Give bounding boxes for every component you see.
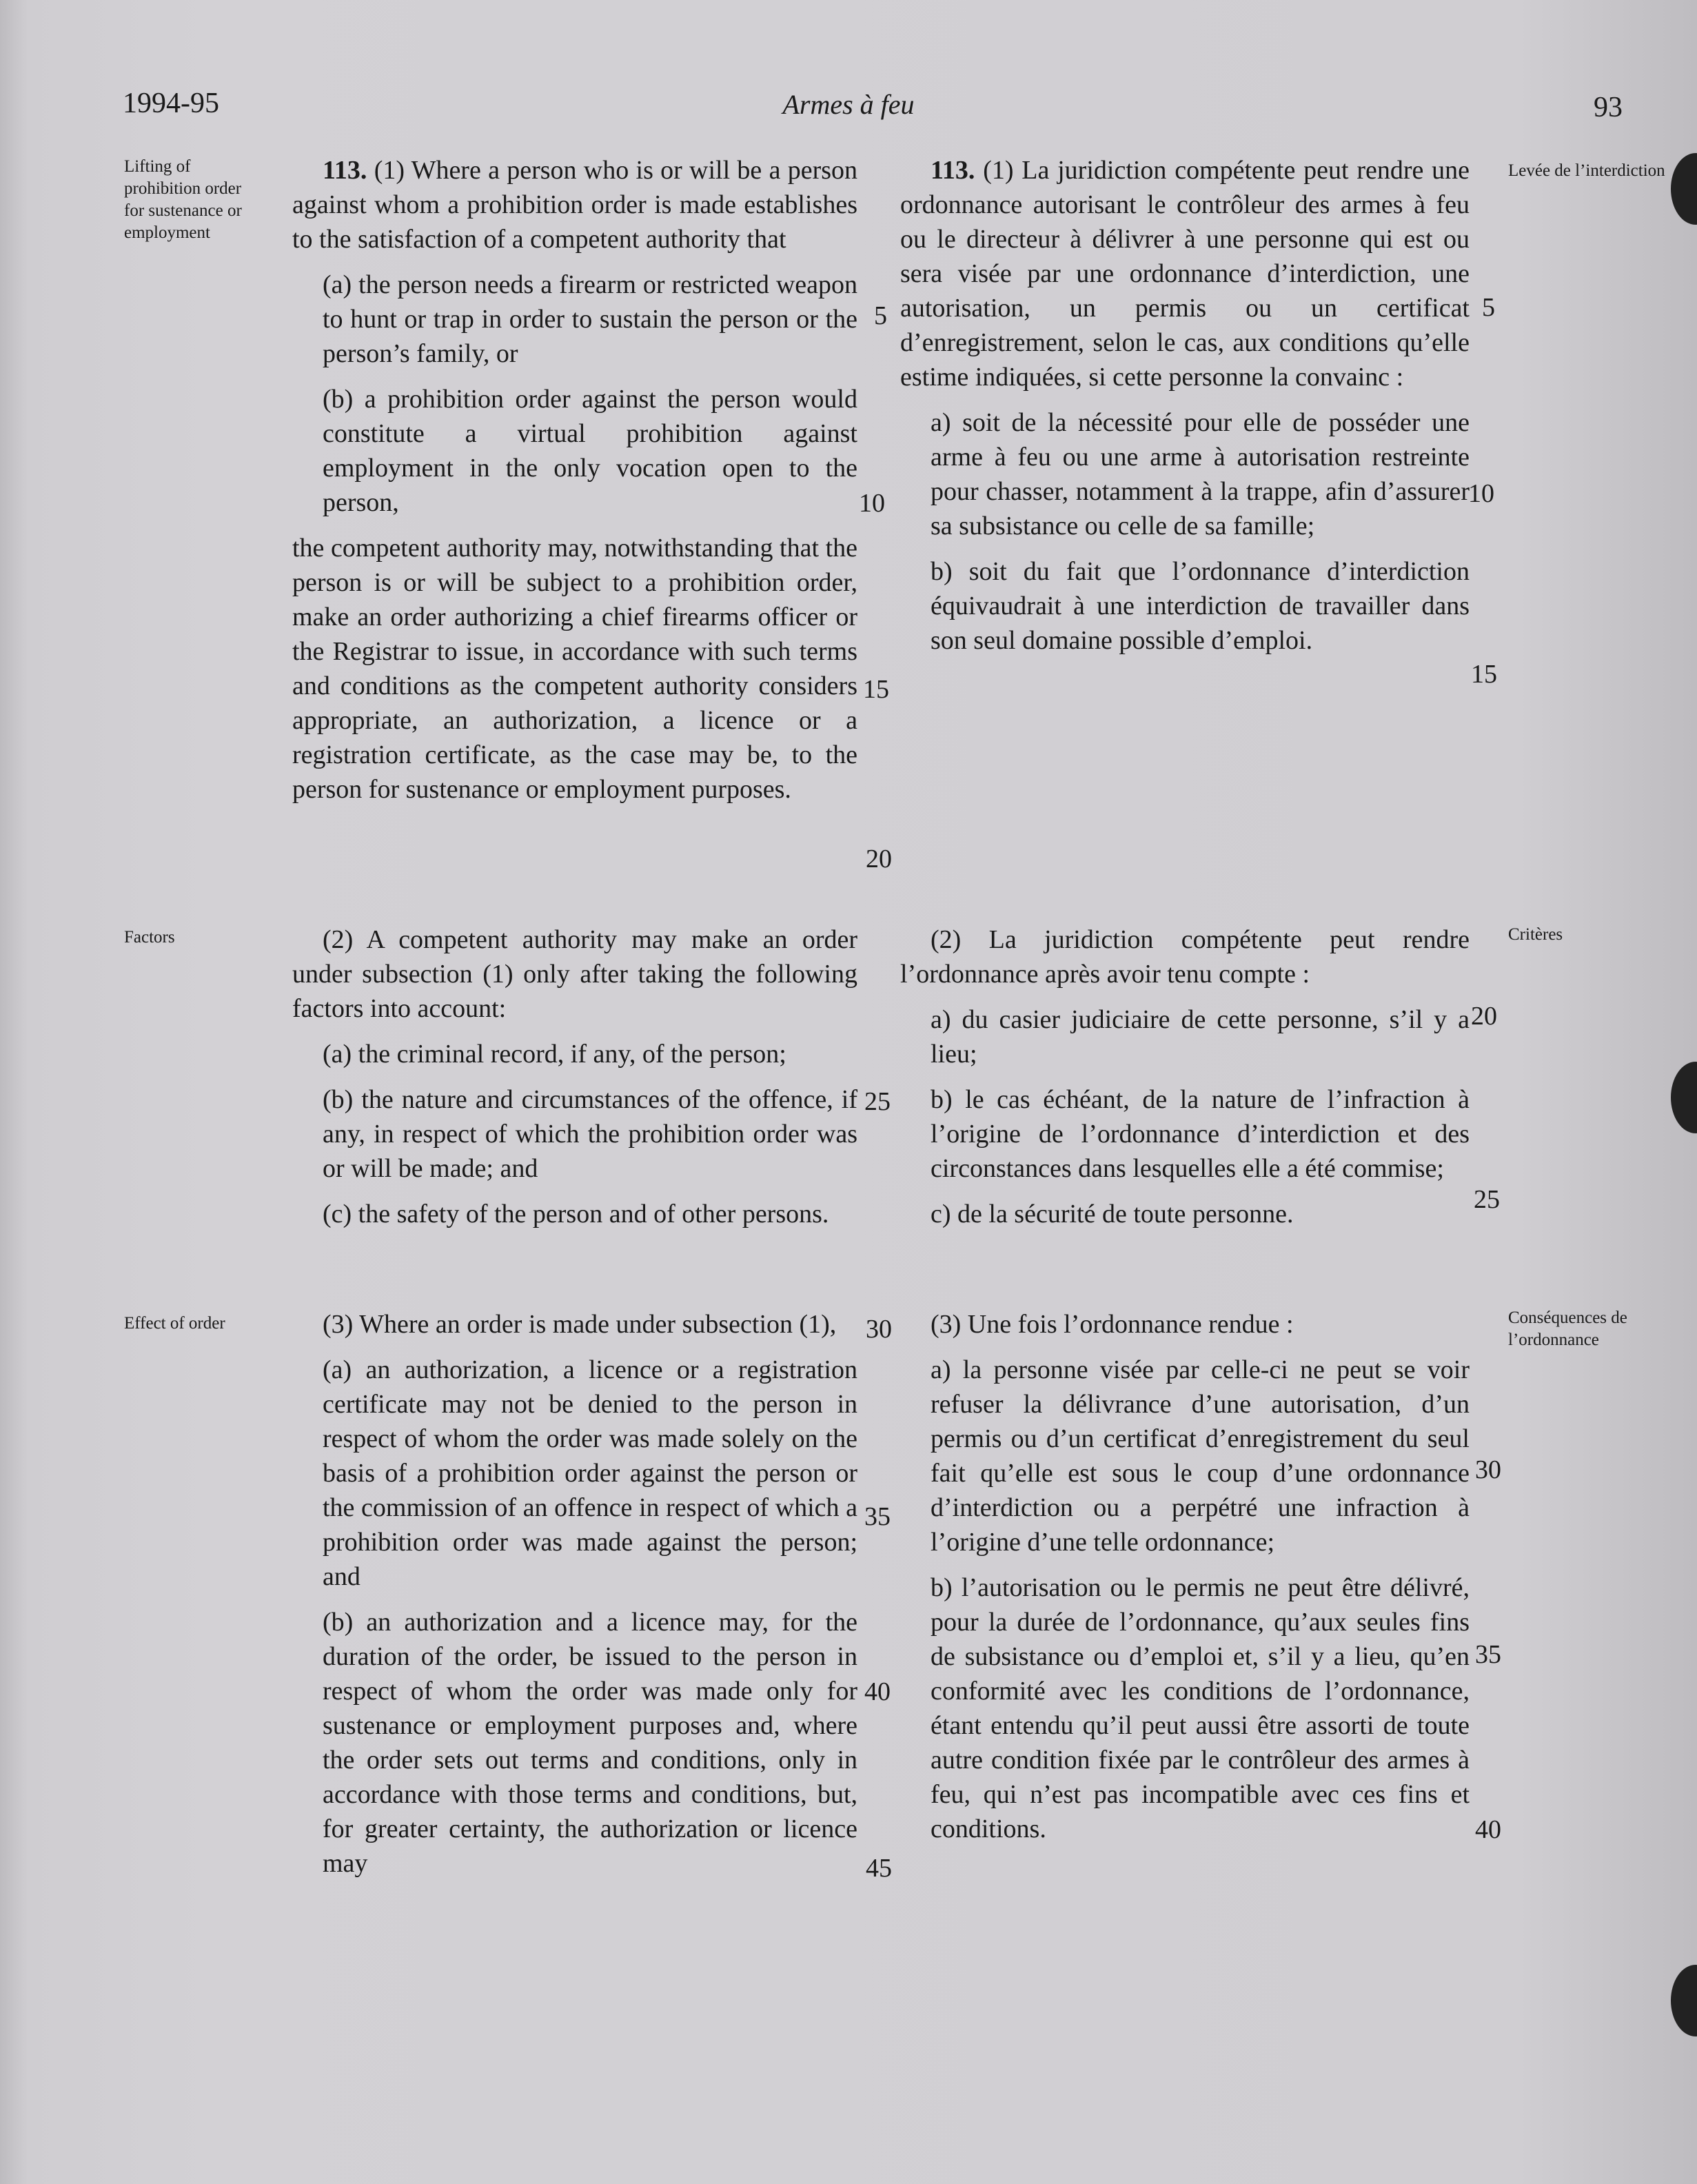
french-subsection-2 — [900, 922, 1470, 1242]
clause-b: (b) an authorization and a licence may, for the duration of the order, be issued to the person in respect of whom the order was made only for sustenance or employment purposes and, where the order sets out terms and conditions, only in accordance with those terms and conditions, but, for greater certainty, the authorization or licence may — [323, 1608, 857, 1878]
clause-intro: (1) Where a person who is or will be a person against whom a prohibition order is made establishes to the satisfaction of a competent authority that — [292, 156, 858, 254]
marginal-note-consequences: Conséquences de l’ordonnance — [1508, 1308, 1627, 1349]
section-number: 113. — [323, 156, 367, 185]
page-number: 93 — [1594, 92, 1623, 123]
line-number: 40 — [1475, 1815, 1501, 1844]
clause-b: (b) a prohibition order against the person would constitute a virtual prohibition against employment in the only vocation open to the person, — [323, 385, 857, 517]
line-number: 20 — [1471, 1002, 1497, 1031]
marginal-note-criteres: Critères — [1508, 925, 1563, 944]
clause-a: a) soit de la nécessité pour elle de posséder une arme à feu ou une arme à autorisation restreinte pour chasser, notamment à la trappe, afin d’assurer sa subsistance ou celle de sa famille; — [931, 408, 1470, 540]
line-number: 10 — [1468, 479, 1494, 508]
line-number: 10 — [859, 489, 885, 518]
header-title: Armes à feu — [782, 89, 915, 120]
clause-intro: (1) La juridiction compétente peut rendre une ordonnance autorisant le contrôleur des armes à feu ou le directeur à délivrer à une personne qui est ou sera visée par une ordonnance d’interdiction, une autorisation, un permis ou un certificat d’enregistrement, selon le cas, aux conditions qu’elle estime indiquées, si cette personne la convainc : — [900, 156, 1470, 392]
binder-hole-bottom — [1671, 1965, 1697, 2036]
header-year: 1994-95 — [123, 88, 219, 119]
line-number: 25 — [1474, 1185, 1500, 1214]
clause-intro: (2) La juridiction compétente peut rendre l’ordonnance après avoir tenu compte : — [900, 925, 1470, 989]
line-number: 30 — [1475, 1455, 1501, 1484]
english-subsection-1 — [292, 153, 857, 818]
line-number: 25 — [864, 1087, 891, 1116]
binder-hole-top — [1671, 153, 1697, 225]
marginal-note-lifting: Lifting of prohibition order for sustenance or employment — [124, 157, 242, 242]
english-subsection-2 — [292, 922, 857, 1242]
marginal-note-effect: Effect of order — [124, 1314, 225, 1333]
clause-c: (c) the safety of the person and of other persons. — [323, 1200, 829, 1228]
line-number: 5 — [874, 301, 887, 330]
clause-a: (a) the person needs a firearm or restricted weapon to hunt or trap in order to sustain the person or the person’s family, or — [323, 270, 857, 368]
line-number: 45 — [866, 1854, 892, 1883]
english-subsection-3 — [292, 1307, 857, 1892]
french-subsection-3 — [900, 1307, 1470, 1857]
clause-tail: the competent authority may, notwithstanding that the person is or will be subject to a prohibition order, make an order authorizing a chief firearms officer or the Registrar to issue, in accordance with such terms and conditions as the competent authority considers appropriate, an authorization, a licence or a registration certificate, as the case may be, to the person for sustenance or employment purposes. — [292, 534, 857, 804]
clause-a: a) du casier judiciaire de cette personne, s’il y a lieu; — [931, 1005, 1470, 1069]
french-subsection-1 — [900, 153, 1470, 669]
clause-intro: (2) A competent authority may make an order under subsection (1) only after taking the following factors into account: — [292, 925, 857, 1023]
clause-b: b) soit du fait que l’ordonnance d’interdiction équivaudrait à une interdiction de travailler dans son seul domaine possible d’emploi. — [931, 557, 1470, 655]
line-number: 40 — [864, 1677, 891, 1706]
clause-b: (b) the nature and circumstances of the offence, if any, in respect of which the prohibition order was or will be made; and — [323, 1085, 857, 1183]
clause-intro: (3) Une fois l’ordonnance rendue : — [931, 1310, 1294, 1339]
clause-b: b) le cas échéant, de la nature de l’infraction à l’origine de l’ordonnance d’interdiction et des circonstances dans lesquelles elle a été commise; — [931, 1085, 1470, 1183]
clause-c: c) de la sécurité de toute personne. — [931, 1200, 1294, 1228]
section-number: 113. — [931, 156, 975, 185]
clause-b: b) l’autorisation ou le permis ne peut être délivré, pour la durée de l’ordonnance, qu’aux seules fins de subsistance ou d’emploi et, s’il y a lieu, qu’en conformité avec les conditions de l’ordonnance, étant entendu qu’il peut aussi être assorti de toute autre condition fixée par le contrôleur des armes à feu, qui n’est pas incompatible avec ces fins et conditions. — [931, 1573, 1470, 1843]
marginal-note-levee: Levée de l’interdiction — [1508, 161, 1665, 180]
line-number: 20 — [866, 845, 892, 873]
line-number: 35 — [864, 1502, 891, 1531]
line-number: 30 — [866, 1315, 892, 1344]
line-number: 5 — [1482, 293, 1495, 322]
binder-hole-middle — [1671, 1062, 1697, 1133]
clause-a: a) la personne visée par celle-ci ne peut se voir refuser la délivrance d’une autorisation, d’un permis ou d’un certificat d’enregistrement du seul fait qu’elle est sous le coup d’une ordonnance d’interdiction ou a perpétré une infraction à l’origine d’une telle ordonnance; — [931, 1355, 1470, 1557]
clause-intro: (3) Where an order is made under subsection (1), — [323, 1310, 837, 1339]
clause-a: (a) the criminal record, if any, of the person; — [323, 1040, 786, 1069]
line-number: 35 — [1475, 1640, 1501, 1669]
line-number: 15 — [863, 675, 889, 704]
marginal-note-factors: Factors — [124, 928, 175, 947]
clause-a: (a) an authorization, a licence or a registration certificate may not be denied to the person in respect of whom the order was made solely on the basis of a prohibition order against the person or the commission of an offence in respect of which a prohibition order was made against the person; and — [323, 1355, 857, 1591]
line-number: 15 — [1471, 660, 1497, 689]
